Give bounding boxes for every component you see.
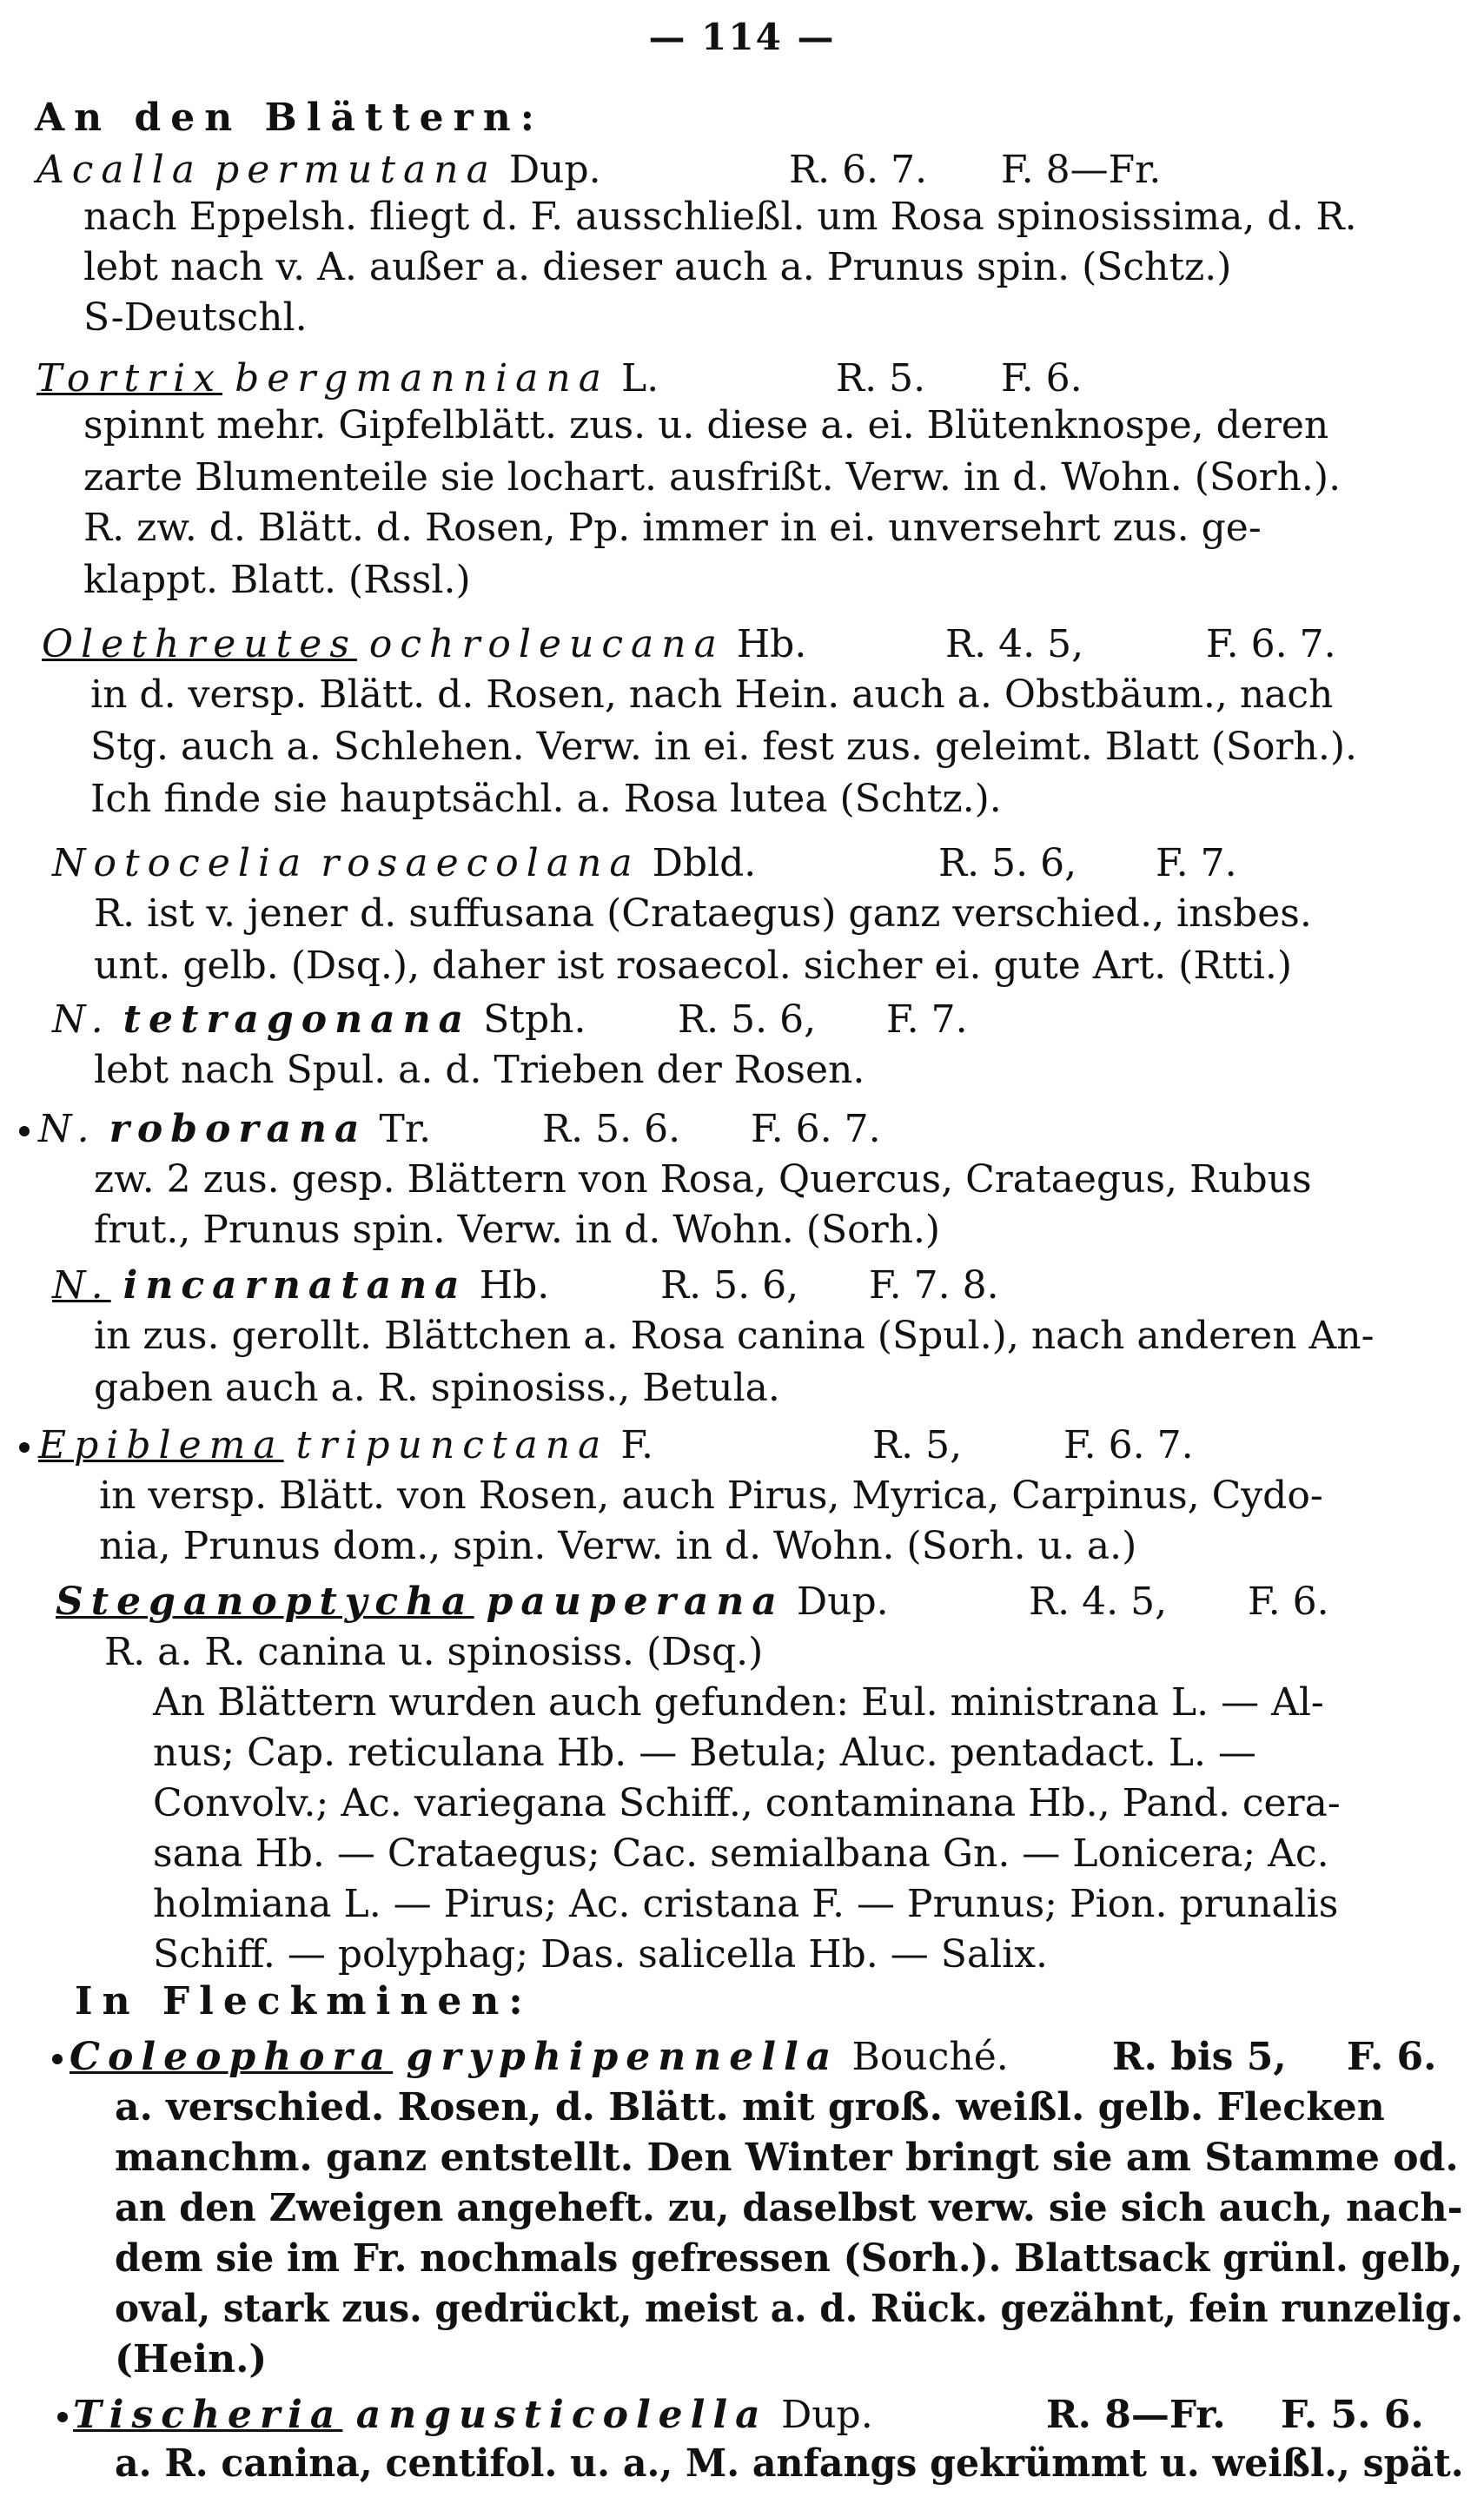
species-heading xyxy=(52,1265,1442,1307)
text-line: zarte Blumenteile sie lochart. ausfrißt. Verw. in d. Wohn. (Sorh.). xyxy=(83,455,1342,500)
text-line: Stg. auch a. Schlehen. Verw. in ei. fest zus. geleimt. Blatt (Sorh.). xyxy=(90,725,1358,769)
flight-period: F. 6. 7. xyxy=(751,1107,881,1151)
genus-name: Acalla xyxy=(36,148,203,192)
larva-period: R. 5, xyxy=(872,1423,963,1467)
text-line: nus; Cap. reticulana Hb. — Betula; Aluc. pentadact. L. — xyxy=(153,1731,1256,1775)
text-line: manchm. ganz entstellt. Den Winter bringt sie am Stamme od. xyxy=(115,2136,1459,2180)
species-heading xyxy=(36,149,1427,191)
text-line: holmiana L. — Pirus; Ac. cristana F. — Prunus; Pion. prunalis xyxy=(153,1882,1339,1926)
species-heading xyxy=(42,624,1432,666)
author: Dbld. xyxy=(652,841,757,885)
species-name: pauperana xyxy=(486,1580,785,1624)
larva-period: R. 5. 6, xyxy=(660,1263,799,1308)
text-line: frut., Prunus spin. Verw. in d. Wohn. (Sorh.) xyxy=(94,1208,941,1252)
species-name: rosaecolana xyxy=(321,841,640,885)
species-heading xyxy=(38,1425,1428,1467)
text-line: An Blättern wurden auch gefunden: Eul. ministrana L. — Al- xyxy=(153,1680,1324,1725)
bullet-dot xyxy=(52,2054,63,2064)
text-line: spinnt mehr. Gipfelblätt. zus. u. diese a. ei. Blütenknospe, deren xyxy=(83,403,1329,447)
species-name: incarnatana xyxy=(123,1263,467,1308)
species-name: permutana xyxy=(215,148,497,192)
author: L. xyxy=(620,356,659,401)
flight-period: F. 6. xyxy=(1248,1580,1329,1624)
text-line: (Hein.) xyxy=(115,2337,268,2381)
author: Bouché. xyxy=(851,2035,1009,2079)
larva-period: R. 5. xyxy=(836,356,926,401)
species-name: gryphipennella xyxy=(406,2035,839,2079)
species-heading xyxy=(38,1109,1428,1150)
text-line: klappt. Blatt. (Rssl.) xyxy=(83,558,471,602)
flight-period: F. 5. 6. xyxy=(1281,2393,1424,2437)
larva-period: R. 5. 6, xyxy=(938,841,1077,885)
genus-name: N. xyxy=(52,997,111,1042)
section-heading-mines: In Fleckminen: xyxy=(75,1979,533,2023)
page-number: — 114 — xyxy=(648,16,836,58)
genus-name: Epiblema xyxy=(38,1423,284,1467)
text-line: R. ist v. jener d. suffusana (Crataegus) ganz verschied., insbes. xyxy=(94,891,1312,936)
author: Tr. xyxy=(379,1107,432,1151)
genus-name: Tortrix xyxy=(36,356,223,401)
genus-name: N. xyxy=(52,1263,111,1308)
species-heading xyxy=(52,999,1442,1041)
text-line: in d. versp. Blätt. d. Rosen, nach Hein. auch a. Obstbäum., nach xyxy=(90,672,1334,717)
flight-period: F. 6. xyxy=(1347,2035,1437,2079)
author: Dup. xyxy=(508,148,601,192)
section-heading-leaves: An den Blättern: xyxy=(35,96,544,140)
flight-period: F. 6. 7. xyxy=(1063,1423,1194,1467)
text-line: R. zw. d. Blätt. d. Rosen, Pp. immer in ei. unversehrt zus. ge- xyxy=(83,506,1262,550)
text-line: nach Eppelsh. fliegt d. F. ausschließl. um Rosa spinosissima, d. R. xyxy=(83,195,1357,239)
text-line: unt. gelb. (Dsq.), daher ist rosaecol. sicher ei. gute Art. (Rtti.) xyxy=(94,944,1293,988)
text-line: lebt nach v. A. außer a. dieser auch a. Prunus spin. (Schtz.) xyxy=(83,245,1232,289)
text-line: an den Zweigen angeheft. zu, daselbst verw. sie sich auch, nach- xyxy=(115,2186,1463,2230)
flight-period: F. 7. 8. xyxy=(869,1263,999,1308)
text-line: gaben auch a. R. spinosiss., Betula. xyxy=(94,1366,780,1410)
author: Hb. xyxy=(736,622,807,666)
genus-name: Tischeria xyxy=(73,2393,343,2437)
author: Dup. xyxy=(796,1580,889,1624)
author: Dup. xyxy=(780,2393,873,2437)
flight-period: F. 7. xyxy=(886,997,968,1042)
text-line: oval, stark zus. gedrückt, meist a. d. Rück. gezähnt, fein runzelig. xyxy=(115,2287,1464,2331)
text-line: Schiff. — polyphag; Das. salicella Hb. — Salix. xyxy=(153,1932,1049,1977)
text-line: in zus. gerollt. Blättchen a. Rosa canina (Spul.), nach anderen An- xyxy=(94,1314,1375,1358)
species-name: tetragonana xyxy=(123,997,472,1042)
text-line: dem sie im Fr. nochmals gefressen (Sorh.). Blattsack grünl. gelb, xyxy=(115,2236,1463,2281)
larva-period: R. 4. 5, xyxy=(945,622,1084,666)
species-name: tripunctana xyxy=(295,1423,609,1467)
bullet-dot xyxy=(19,1442,30,1453)
text-line: zw. 2 zus. gesp. Blättern von Rosa, Quercus, Crataegus, Rubus xyxy=(94,1157,1312,1202)
author: F. xyxy=(620,1423,654,1467)
species-name: roborana xyxy=(109,1107,368,1151)
genus-name: Coleophora xyxy=(70,2035,394,2079)
larva-period: R. 4. 5, xyxy=(1029,1580,1168,1624)
species-heading xyxy=(36,358,1427,400)
species-heading xyxy=(52,843,1442,884)
text-line: sana Hb. — Crataegus; Cac. semialbana Gn. — Lonicera; Ac. xyxy=(153,1831,1329,1876)
genus-name: N. xyxy=(38,1107,97,1151)
text-line: S-Deutschl. xyxy=(83,295,308,340)
species-name: bergmanniana xyxy=(235,356,609,401)
larva-period: R. bis 5, xyxy=(1112,2035,1287,2079)
text-line: in versp. Blätt. von Rosen, auch Pirus, Myrica, Carpinus, Cydo- xyxy=(99,1474,1323,1518)
author: Stph. xyxy=(483,997,586,1042)
genus-name: Notocelia xyxy=(52,841,309,885)
flight-period: F. 6. xyxy=(1001,356,1083,401)
larva-period: R. 6. 7. xyxy=(789,148,928,192)
text-line: a. R. canina, centifol. u. a., M. anfangs gekrümmt u. weißl., spät. xyxy=(115,2441,1464,2486)
larva-period: R. 8—Fr. xyxy=(1046,2393,1226,2437)
larva-period: R. 5. 6, xyxy=(678,997,817,1042)
text-line: lebt nach Spul. a. d. Trieben der Rosen. xyxy=(94,1048,865,1092)
species-heading xyxy=(56,1581,1446,1623)
species-heading xyxy=(70,2037,1460,2078)
text-line: a. verschied. Rosen, d. Blätt. mit groß. weißl. gelb. Flecken xyxy=(115,2085,1385,2129)
bullet-dot xyxy=(19,1126,30,1136)
flight-period: F. 6. 7. xyxy=(1206,622,1336,666)
species-name: ochroleucana xyxy=(368,622,725,666)
genus-name: Steganoptycha xyxy=(56,1580,474,1624)
species-heading xyxy=(73,2394,1463,2436)
bullet-dot xyxy=(57,2412,68,2422)
flight-period: F. 8—Fr. xyxy=(1001,148,1162,192)
text-line: Convolv.; Ac. variegana Schiff., contaminana Hb., Pand. cera- xyxy=(153,1781,1341,1825)
flight-period: F. 7. xyxy=(1156,841,1237,885)
text-line: nia, Prunus dom., spin. Verw. in d. Wohn. (Sorh. u. a.) xyxy=(99,1524,1137,1568)
text-line: R. a. R. canina u. spinosiss. (Dsq.) xyxy=(104,1630,764,1674)
genus-name: Olethreutes xyxy=(42,622,357,666)
larva-period: R. 5. 6. xyxy=(542,1107,681,1151)
species-name: angusticolella xyxy=(355,2393,768,2437)
text-line: Ich finde sie hauptsächl. a. Rosa lutea (Schtz.). xyxy=(90,777,1002,821)
author: Hb. xyxy=(479,1263,550,1308)
